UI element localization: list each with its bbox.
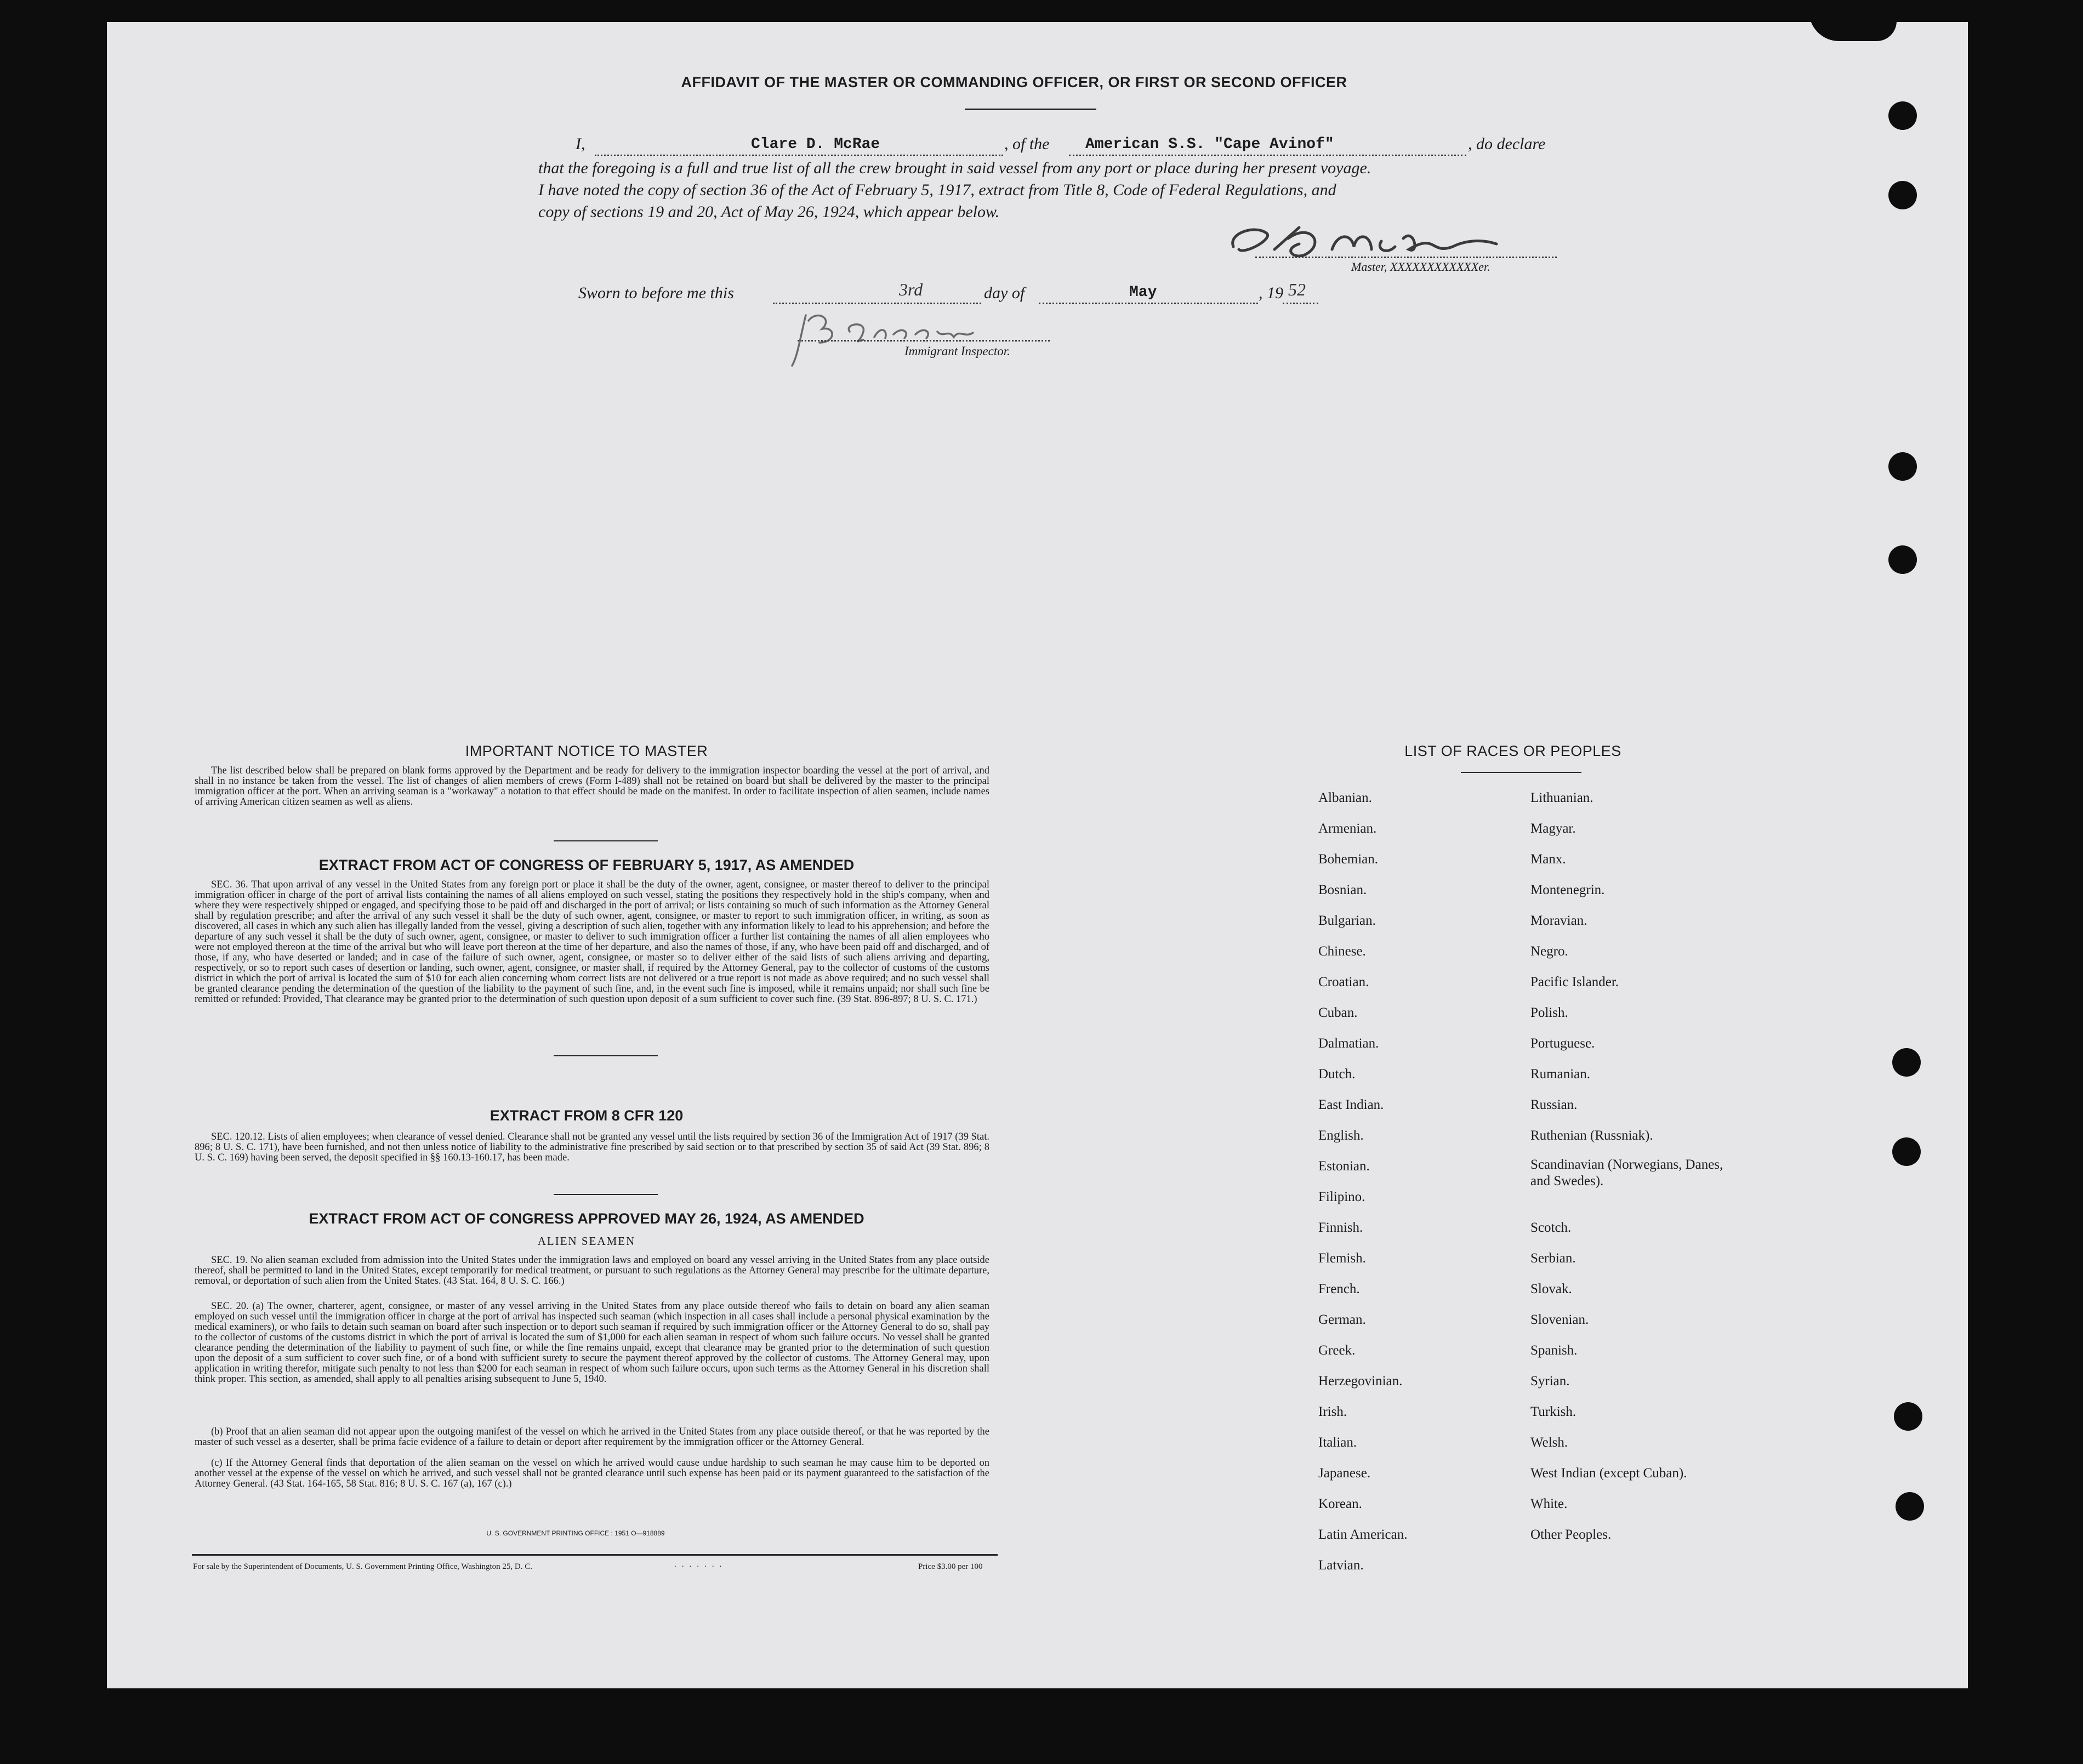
section-rule [554, 1055, 658, 1056]
race-item: Serbian. [1530, 1251, 1576, 1266]
year-value: 52 [1288, 280, 1306, 299]
race-item: Albanian. [1318, 790, 1372, 805]
race-item: Bosnian. [1318, 883, 1367, 897]
race-item: Armenian. [1318, 821, 1377, 836]
sworn-label: Sworn to before me this [578, 284, 734, 302]
race-item: Estonian. [1318, 1159, 1370, 1174]
race-item: English. [1318, 1128, 1364, 1143]
punch-hole [1888, 452, 1917, 481]
race-item: Magyar. [1530, 821, 1576, 836]
notice-title: IMPORTANT NOTICE TO MASTER [465, 743, 708, 759]
master-caption: Master, XXXXXXXXXXXXer. [1351, 260, 1490, 274]
do-declare-label: , do declare [1468, 135, 1546, 153]
race-item: Ruthenian (Russniak). [1530, 1128, 1653, 1143]
gpo-imprint: U. S. GOVERNMENT PRINTING OFFICE : 1951 O—918889 [486, 1529, 665, 1537]
extract-cfr-title: EXTRACT FROM 8 CFR 120 [490, 1107, 684, 1124]
race-item: Finnish. [1318, 1220, 1363, 1235]
race-item: Moravian. [1530, 913, 1587, 928]
price-note: Price $3.00 per 100 [918, 1562, 983, 1571]
race-item: Scotch. [1530, 1220, 1572, 1235]
for-sale-note: For sale by the Superintendent of Documents, U. S. Government Printing Office, Washington 25, D. C. [193, 1562, 532, 1571]
race-item: Montenegrin. [1530, 883, 1605, 897]
inspector-signature-line [798, 340, 1050, 342]
race-item: Other Peoples. [1530, 1527, 1612, 1542]
vessel-line [1069, 155, 1466, 156]
i-label: I, [576, 135, 585, 153]
race-item: Irish. [1318, 1404, 1347, 1419]
extract-1924-sec19: SEC. 19. No alien seaman excluded from admission into the United States under the immigration laws and employed on board any vessel arriving in the United States from any place outside thereof, shall be permitted to land in the United States, except temporarily for medical treatment, or pursuant to such regulations as the Attorney General may prescribe for the ultimate departure, removal, or deportation of such alien from the United States. (43 Stat. 164, 8 U. S. C. 166.) [195, 1255, 989, 1287]
races-column-2 [1530, 783, 1739, 1550]
race-item: Welsh. [1530, 1435, 1568, 1450]
race-item: Korean. [1318, 1496, 1362, 1511]
day-of-label: day of [984, 284, 1025, 302]
affidavit-line-4: copy of sections 19 and 20, Act of May 26, 1924, which appear below. [538, 203, 1000, 221]
race-item: Flemish. [1318, 1251, 1366, 1266]
race-item: Pacific Islander. [1530, 975, 1619, 989]
punch-hole [1888, 101, 1917, 130]
extract-1924-sec20c: (c) If the Attorney General finds that deportation of the alien seaman on the vessel on which he arrived would cause undue hardship to such seaman he may cause him to be deported on another vessel at the expense of the vessel on which he arrived, and such vessel shall not be granted clearance until such expense has been paid or its payment guaranteed to the satisfaction of the Attorney General. (43 Stat. 164-165, 58 Stat. 816; 8 U. S. C. 167 (a), 167 (c).) [195, 1458, 989, 1489]
affidavit-line-2: that the foregoing is a full and true list of all the crew brought in said vessel from any port or place during her present voyage. [538, 159, 1371, 177]
race-item: Cuban. [1318, 1005, 1358, 1020]
master-signature-line [1255, 257, 1557, 258]
extract-1917-body: SEC. 36. That upon arrival of any vessel in the United States from any foreign port or place it shall be the duty of the owner, agent, consignee, or master thereof to deliver to the principal immigration officer in charge of the port of arrival lists containing the names of all aliens employed on such vessel, stating the positions they respectively hold in the ship's company, when and where they were respectively shipped or engaged, and specifying those to be paid off and discharged in the port of arrival; or lists containing so much of such information as the Attorney General shall by regulation prescribe; and after the arrival of any such vessel it shall be the duty of such owner, agent, consignee, or master to report to such immigration officer, in writing, as soon as discovered, all cases in which any such alien has illegally landed from the vessel, giving a description of such alien, together with any information likely to lead to his apprehension; and before the departure of any such vessel it shall be the duty of such owner, agent, consignee, or master to deliver to such immigration officer a further list containing the names of all alien employees who were not employed thereon at the time of the arrival but who will leave port thereon at the time of her departure, and also the names of those, if any, who have been paid off and discharged, and of those, if any, who have deserted or landed; and in case of the failure of such owner, agent, consignee, or master so to deliver either of the said lists of such aliens arriving and departing, respectively, or so to report such cases of desertion or landing, such owner, agent, consignee, or master shall, if required by the Attorney General, pay to the collector of customs of the customs district in which the port of arrival is located the sum of $10 for each alien concerning whom correct lists are not delivered or a true report is not made as above required; and no such vessel shall be granted clearance pending the determination of the question of the liability to the payment of such fine, and, in the event such fine is imposed, while it remains unpaid; nor shall such fine be remitted or refunded: Provided, That clearance may be granted prior to the determination of such question upon deposit of a sum sufficient to cover such fine. (39 Stat. 896-897; 8 U. S. C. 171.) [195, 879, 989, 1005]
race-item: Turkish. [1530, 1404, 1577, 1419]
inspector-caption: Immigrant Inspector. [904, 344, 1010, 358]
punch-hole [1892, 1048, 1921, 1077]
race-item: Japanese. [1318, 1466, 1371, 1481]
race-item: Slovak. [1530, 1282, 1572, 1296]
month-line [1039, 303, 1258, 304]
race-item: Latin American. [1318, 1527, 1408, 1542]
master-name-line [595, 155, 1003, 156]
inspector-signature [784, 304, 1014, 370]
vessel-name: American S.S. "Cape Avinof" [1085, 136, 1334, 153]
master-signature [1222, 217, 1524, 266]
race-item: Spanish. [1530, 1343, 1578, 1358]
race-item: East Indian. [1318, 1097, 1384, 1112]
race-item: Rumanian. [1530, 1067, 1591, 1082]
race-item: West Indian (except Cuban). [1530, 1466, 1687, 1481]
extract-1917-title: EXTRACT FROM ACT OF CONGRESS OF FEBRUARY 5, 1917, AS AMENDED [318, 857, 855, 873]
affidavit-title: AFFIDAVIT OF THE MASTER OR COMMANDING OFFICER, OR FIRST OR SECOND OFFICER [681, 74, 1347, 90]
extract-1924-sec20b: (b) Proof that an alien seaman did not appear upon the outgoing manifest of the vessel on which he arrived in the United States from any place outside thereof, or that he was reported by the master of such vessel as a deserter, shall be prima facie evidence of a failure to detain or deport after requirement by the immigration officer or the Attorney General. [195, 1426, 989, 1448]
section-rule [554, 840, 658, 841]
extract-cfr-body: SEC. 120.12. Lists of alien employees; when clearance of vessel denied. Clearance shall not be granted any vessel until the lists required by section 36 of the Immigration Act of 1917 (39 Stat. 896; 8 U. S. C. 171), have been furnished, and not then unless notice of liability to the administrative fine prescribed by said section or to that prescribed by section 35 of said Act (39 Stat. 896; 8 U. S. C. 169) having been served, the deposit specified in §§ 160.13-160.17, has been made. [195, 1131, 989, 1163]
race-item: Bulgarian. [1318, 913, 1376, 928]
race-item: Slovenian. [1530, 1312, 1589, 1327]
notice-body: The list described below shall be prepared on blank forms approved by the Department and be ready for delivery to the immigration inspector boarding the vessel at the port of arrival, and shall in no instance be taken from the vessel. The list of changes of alien members of crews (Form I-489) shall not be retained on board but shall be delivered by the master to the principal immigration officer at the port. When an arriving seaman is a "workaway" a notation to that effect should be made on the manifest. In order to facilitate inspection of alien seamen, include names of arriving American citizen seamen as well as aliens. [195, 765, 989, 807]
of-the-label: , of the [1004, 135, 1050, 153]
race-item: Italian. [1318, 1435, 1357, 1450]
race-item: Greek. [1318, 1343, 1356, 1358]
race-item: Dutch. [1318, 1067, 1356, 1082]
races-title-rule [1461, 772, 1581, 773]
extract-1924-subtitle: ALIEN SEAMEN [537, 1234, 636, 1248]
month-value: May [1129, 284, 1157, 301]
year-line [1283, 303, 1318, 304]
punch-hole [1894, 1402, 1922, 1431]
race-item: Russian. [1530, 1097, 1578, 1112]
races-title: LIST OF RACES OR PEOPLES [1404, 743, 1621, 759]
race-item: Dalmatian. [1318, 1036, 1379, 1051]
race-item: Negro. [1530, 944, 1568, 959]
title-rule [965, 109, 1096, 110]
year-prefix: , 19 [1259, 284, 1283, 302]
race-item: Croatian. [1318, 975, 1369, 989]
day-value: 3rd [899, 280, 923, 299]
race-item: Manx. [1530, 852, 1566, 867]
master-name: Clare D. McRae [751, 136, 880, 153]
race-item: Latvian. [1318, 1558, 1364, 1573]
extract-1924-sec20a: SEC. 20. (a) The owner, charterer, agent, consignee, or master of any vessel arriving in the United States from any place outside thereof who fails to detain on board any alien seaman employed on such vessel until the immigration officer in charge at the port of arrival has inspected such seaman (which inspection in all cases shall include a personal physical examination by the medical examiners), or who fails to detain such seaman on board after such inspection or to deport such seaman if required by such immigration officer or the Attorney General to do so, shall pay to the collector of customs of the customs district in which the port of arrival is located the sum of $1,000 for each alien seaman in respect of whom such failure occurs. No vessel shall be granted clearance pending the determination of the liability to payment of such fine, or while the fine remains unpaid, except that clearance may be granted prior to the determination of such question upon the deposit of a sum sufficient to cover such fine, or of a bond with sufficient surety to secure the payment thereof approved by the collector of customs. The Attorney General may, upon application in writing therefor, mitigate such penalty to not less than $200 for each seaman in respect of whom such failure occurs, upon such terms as the Attorney General in his discretion shall think proper. This section, as amended, shall apply to all penalties arising subsequent to June 5, 1940. [195, 1301, 989, 1385]
races-column-1 [1318, 783, 1499, 1581]
extract-1924-title: EXTRACT FROM ACT OF CONGRESS APPROVED MAY 26, 1924, AS AMENDED [309, 1210, 864, 1227]
race-item: Portuguese. [1530, 1036, 1595, 1051]
race-item: German. [1318, 1312, 1366, 1327]
affidavit-line-3: I have noted the copy of section 36 of the Act of February 5, 1917, extract from Title 8, Code of Federal Regulations, and [538, 181, 1336, 199]
race-item: Syrian. [1530, 1374, 1570, 1389]
punch-hole [1888, 181, 1917, 209]
race-item: Bohemian. [1318, 852, 1379, 867]
race-item: Scandinavian (Norwegians, Danes, and Swedes). [1530, 1157, 1723, 1188]
race-item: Herzegovinian. [1318, 1374, 1403, 1389]
footer-leader-dots: ....... [674, 1560, 727, 1569]
punch-hole [1892, 1137, 1921, 1166]
race-item: Chinese. [1318, 944, 1366, 959]
race-item: Polish. [1530, 1005, 1568, 1020]
race-item: French. [1318, 1282, 1360, 1296]
section-rule [554, 1194, 658, 1195]
punch-hole [1888, 545, 1917, 574]
race-item: Filipino. [1318, 1190, 1365, 1204]
race-item: White. [1530, 1496, 1568, 1511]
punch-hole [1896, 1492, 1924, 1521]
footer-rule [192, 1554, 998, 1556]
race-item: Lithuanian. [1530, 790, 1593, 805]
